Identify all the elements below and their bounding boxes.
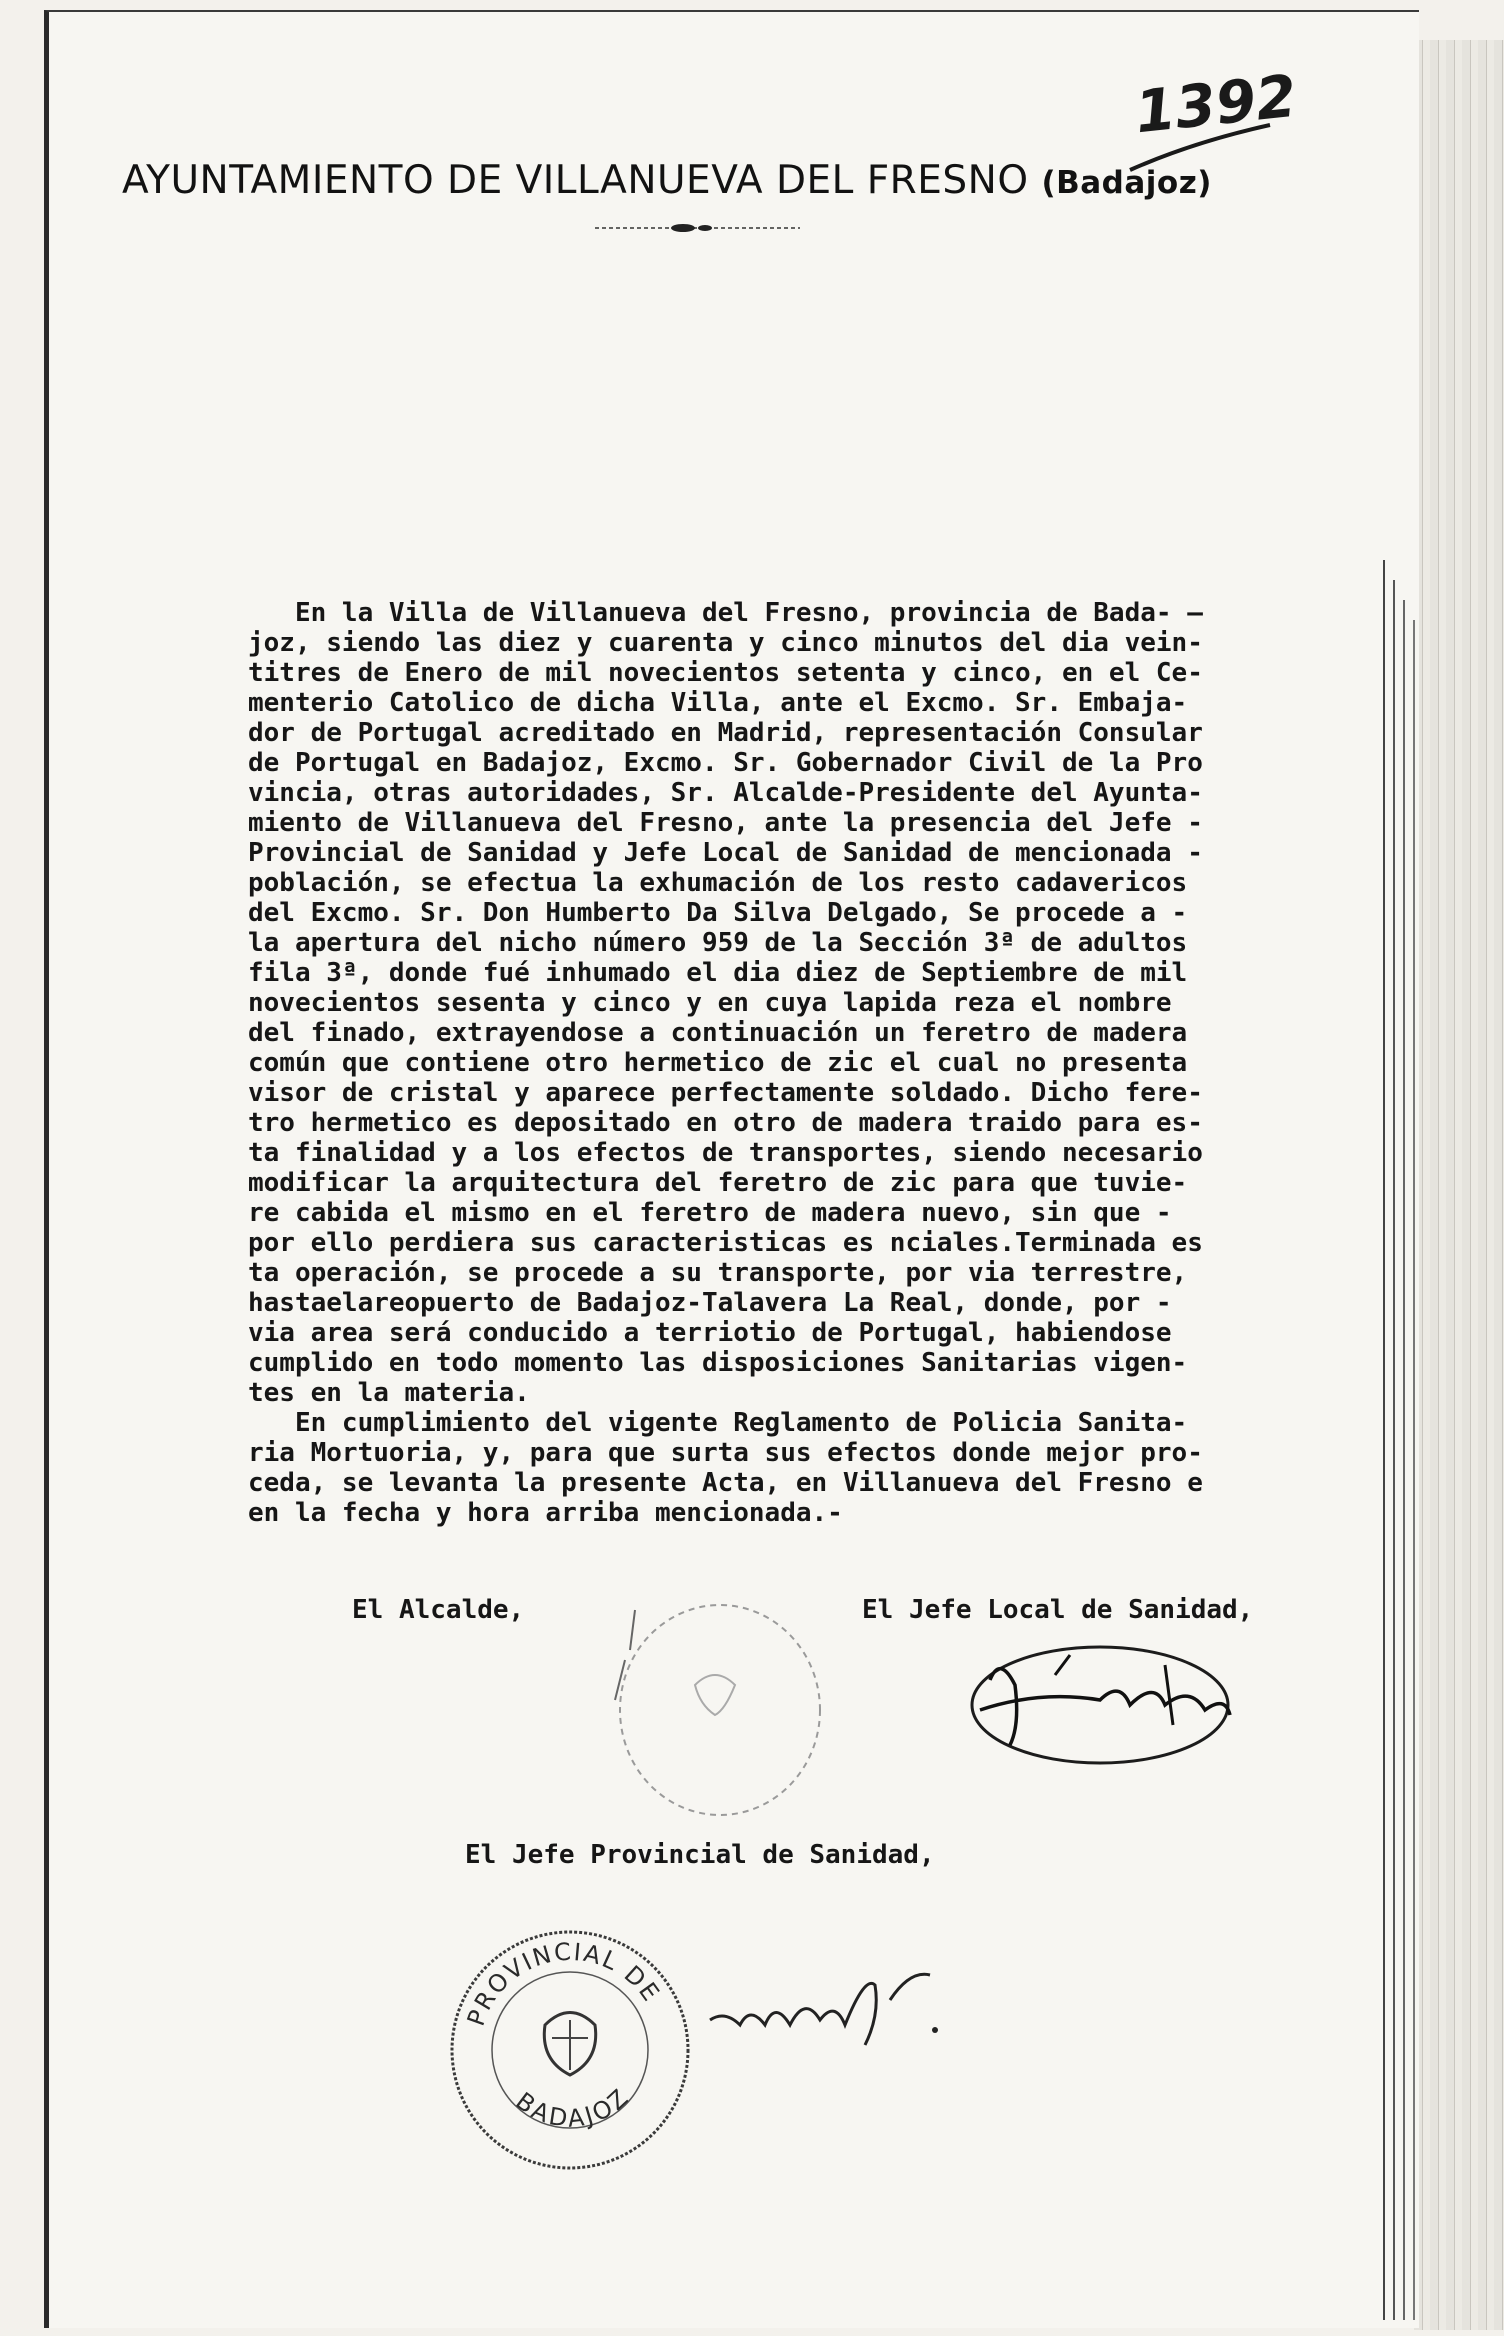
body-line: dor de Portugal acreditado en Madrid, representación Consular	[248, 718, 1203, 748]
body-line: cumplido en todo momento las disposiciones Sanitarias vigen-	[248, 1348, 1188, 1378]
body-line: del Excmo. Sr. Don Humberto Da Silva Delgado, Se procede a -	[248, 898, 1188, 928]
body-line: tro hermetico es depositado en otro de madera traido para es-	[248, 1108, 1203, 1138]
body-line: ta operación, se procede a su transporte, por via terrestre,	[248, 1258, 1188, 1288]
body-line: ceda, se levanta la presente Acta, en Villanueva del Fresno e	[248, 1468, 1203, 1498]
body-line: joz, siendo las diez y cuarenta y cinco minutos del dia vein-	[248, 628, 1203, 658]
body-line: en la fecha y hora arriba mencionada.-	[248, 1498, 843, 1528]
body-line: En la Villa de Villanueva del Fresno, provincia de Bada- —	[248, 598, 1203, 628]
body-line: En cumplimiento del vigente Reglamento de Policia Sanita-	[248, 1408, 1188, 1438]
letterhead-province: (Badajoz)	[1041, 165, 1212, 201]
svg-text:PROVINCIAL DE	[462, 1938, 666, 2030]
handwritten-signature-provincial	[700, 1960, 960, 2060]
body-line: ta finalidad y a los efectos de transportes, siendo necesario	[248, 1138, 1203, 1168]
body-line: por ello perdiera sus caracteristicas es nciales.Terminada es	[248, 1228, 1203, 1258]
body-line: menterio Catolico de dicha Villa, ante el Excmo. Sr. Embaja-	[248, 688, 1188, 718]
body-line: fila 3ª, donde fué inhumado el dia diez de Septiembre de mil	[248, 958, 1188, 988]
body-line: Provincial de Sanidad y Jefe Local de Sanidad de mencionada -	[248, 838, 1203, 868]
stamp-text-bottom: BADAJOZ	[510, 2082, 636, 2133]
body-line: ria Mortuoria, y, para que surta sus efectos donde mejor pro-	[248, 1438, 1203, 1468]
svg-text:BADAJOZ	[510, 2082, 635, 2133]
signature-label-provincial-health: El Jefe Provincial de Sanidad,	[465, 1840, 935, 1870]
body-line: tes en la materia.	[248, 1378, 530, 1408]
letterhead-ornament	[595, 222, 800, 234]
handwritten-file-number: 1392	[1131, 61, 1300, 147]
body-line: visor de cristal y aparece perfectamente soldado. Dicho fere-	[248, 1078, 1203, 1108]
signature-label-mayor: El Alcalde,	[352, 1595, 525, 1625]
body-line: modificar la arquitectura del feretro de zic para que tuvie-	[248, 1168, 1188, 1198]
body-line: miento de Villanueva del Fresno, ante la presencia del Jefe -	[248, 808, 1203, 838]
body-line: titres de Enero de mil novecientos setenta y cinco, en el Ce-	[248, 658, 1203, 688]
body-line: hastaelareopuerto de Badajoz-Talavera La Real, donde, por -	[248, 1288, 1172, 1318]
provincial-health-stamp	[440, 1920, 700, 2180]
body-line: via area será conducido a terriotio de Portugal, habiendose	[248, 1318, 1172, 1348]
handwritten-signature-local	[960, 1640, 1270, 1770]
letterhead	[122, 158, 1212, 203]
body-line: común que contiene otro hermetico de zic el cual no presenta	[248, 1048, 1188, 1078]
body-line: del finado, extrayendose a continuación un feretro de madera	[248, 1018, 1188, 1048]
document-body	[248, 598, 1433, 1528]
faint-municipal-seal	[585, 1590, 835, 1830]
letterhead-title: AYUNTAMIENTO DE VILLANUEVA DEL FRESNO	[122, 158, 1029, 203]
body-line: novecientos sesenta y cinco y en cuya lapida reza el nombre	[248, 988, 1172, 1018]
signature-label-local-health: El Jefe Local de Sanidad,	[862, 1595, 1254, 1625]
body-line: población, se efectua la exhumación de los resto cadavericos	[248, 868, 1188, 898]
body-line: de Portugal en Badajoz, Excmo. Sr. Gobernador Civil de la Pro	[248, 748, 1203, 778]
stamp-text-top: PROVINCIAL DE	[461, 1937, 666, 2030]
body-line: re cabida el mismo en el feretro de madera nuevo, sin que -	[248, 1198, 1172, 1228]
body-line: la apertura del nicho número 959 de la Sección 3ª de adultos	[248, 928, 1188, 958]
body-line: vincia, otras autoridades, Sr. Alcalde-Presidente del Ayunta-	[248, 778, 1203, 808]
